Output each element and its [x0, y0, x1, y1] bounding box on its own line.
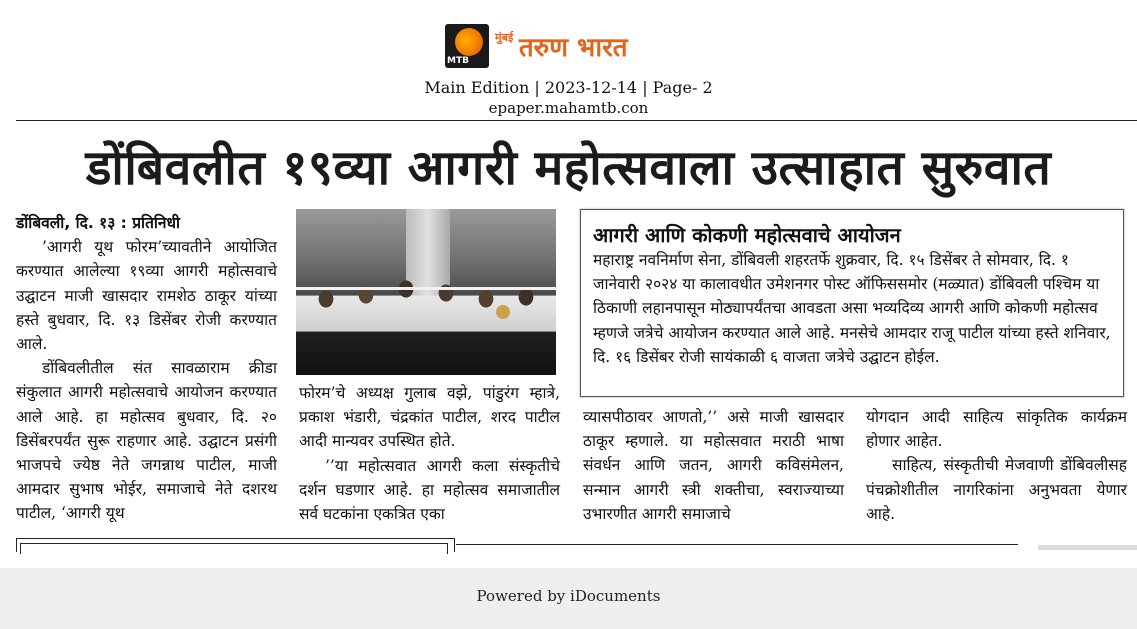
masthead — [0, 22, 1137, 72]
sidebar-box — [580, 209, 1124, 397]
article-byline: डोंबिवली, दि. १३ : प्रतिनिधी — [16, 214, 181, 232]
logo-mtb-text: MTB — [447, 56, 469, 66]
article-paragraph: डोंबिवलीतील संत सावळाराम क्रीडा संकुलात आगरी महोत्सवाचे आयोजन करण्यात आले आहे. हा महोत्सव बुधवार, दि. २० डिसेंबरपर्यंत सुरू राहणार आहे. उद्घाटन प्रसंगी भाजपचे ज्येष्ठ नेते जगन्नाथ पाटील, माजी आमदार सुभाष भोईर, समाजाचे नेते दशरथ पाटील, ‘आगरी यूथ — [16, 359, 277, 523]
article-column-2 — [299, 381, 560, 526]
article-paragraph: व्यासपीठावर आणतो,’’ असे माजी खासदार ठाकूर म्हणाले. या महोत्सवात मराठी भाषा संवर्धन आणि जतन, आगरी कविसंमेलन, सन्मान आगरी स्त्री शक्तीचा, स्वराज्याच्या उभारणीत आगरी समाजाचे — [583, 408, 844, 523]
edition-line: Main Edition | 2023-12-14 | Page- 2 — [424, 78, 713, 97]
article-paragraph: ’आगरी यूथ फोरम’च्यावतीने आयोजित करण्यात आलेल्या १९व्या आगरी महोत्सवाचे उद्घाटन माजी खासदार रामशेठ ठाकूर यांच्या हस्ते बुधवार, दि. १३ डिसेंबर रोजी करण्यात आले. — [16, 238, 277, 354]
bottom-divider — [456, 544, 1018, 545]
article-paragraph: साहित्य, संस्कृतीची मेजवाणी डोंबिवलीसह पंचक्रोशीतील नागरिकांना अनुभवता येणार आहे. — [866, 456, 1127, 523]
header-divider — [16, 120, 1137, 121]
article-paragraph: योगदान आदी साहित्य सांकृतिक कार्यक्रम होणार आहेत. — [866, 408, 1127, 451]
logo-mumbai: मुंबई — [495, 31, 514, 44]
next-article-frame — [16, 538, 455, 552]
article-headline: डोंबिवलीत १९व्या आगरी महोत्सवाला उत्साहात सुरुवात — [85, 140, 1052, 196]
sidebar-box-body: महाराष्ट्र नवनिर्माण सेना, डोंबिवली शहरतर्फे शुक्रवार, दि. १५ डिसेंबर ते सोमवार, दि. १ जानेवारी २०२४ या कालावधीत उमेशनगर पोस्ट ऑफिससमोर (मळ्यात) डोंबिवली पश्चिम या ठिकाणी लहानपासून मोठ्यापर्यंतचा आवडता असा भव्यदिव्य आगरी आणि कोकणी महोत्सव म्हणजे जत्रेचे आयोजन करण्यात आले आहे. मनसेचे आमदार राजू पाटील यांच्या हस्ते शनिवार, दि. १६ डिसेंबर रोजी सायंकाळी ६ वाजता जत्रेचे उद्घाटन होईल. — [593, 251, 1111, 366]
site-domain: epaper.mahamtb.con — [488, 99, 649, 117]
mtb-logo-icon — [445, 24, 489, 68]
footer-bar — [0, 568, 1137, 629]
article-column-4 — [866, 405, 1127, 526]
powered-by-text: Powered by iDocuments — [476, 587, 661, 605]
event-photo — [296, 209, 556, 375]
logo-name: तरुण भारत — [518, 33, 628, 63]
article-column-3 — [583, 405, 844, 526]
logo-wordmark — [495, 28, 628, 64]
article-column-1 — [16, 211, 277, 526]
article-paragraph: फोरम’चे अध्यक्ष गुलाब वझे, पांडुरंग म्हात्रे, प्रकाश भंडारी, चंद्रकांत पाटील, शरद पाटील आदी मान्यवर उपस्थित होते. — [299, 384, 560, 451]
sidebar-box-title: आगरी आणि कोकणी महोत्सवाचे आयोजन — [593, 223, 901, 247]
article-paragraph: ’’या महोत्सवात आगरी कला संस्कृतीचे दर्शन घडणार आहे. हा महोत्सव समाजातील सर्व घटकांना एकत्रित एका — [299, 456, 560, 524]
page-edge — [1038, 545, 1137, 550]
